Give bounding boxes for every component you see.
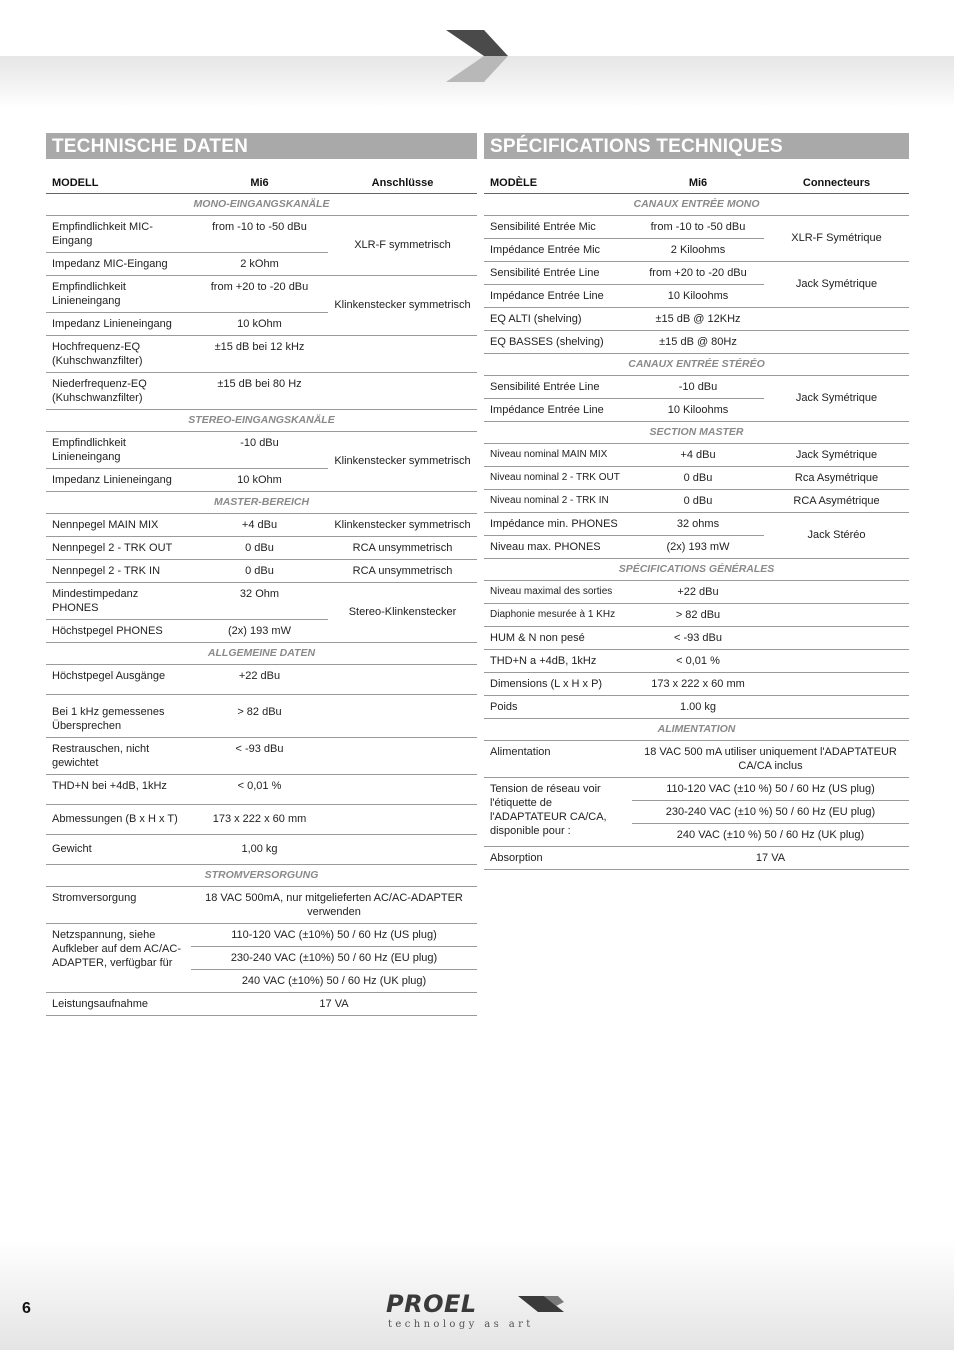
row-value: 110-120 VAC (±10%) 50 / 60 Hz (US plug) (191, 923, 477, 946)
row-value: 173 x 222 x 60 mm (632, 672, 764, 695)
row-label: Hochfrequenz-EQ (Kuhschwanzfilter) (46, 335, 191, 372)
row-value: from -10 to -50 dBu (191, 215, 328, 252)
row-label: Impedanz MIC-Eingang (46, 252, 191, 275)
row-connector: XLR-F symmetrisch (328, 215, 477, 275)
table-row (46, 582, 477, 619)
row-value: < -93 dBu (632, 626, 764, 649)
row-label: Niveau nominal 2 - TRK OUT (484, 466, 632, 489)
row-value: 10 Kiloohms (632, 284, 764, 307)
table-row (484, 740, 909, 777)
table-row (46, 804, 477, 834)
table-row (484, 777, 909, 800)
row-value: +4 dBu (191, 513, 328, 536)
row-label: Nennpegel MAIN MIX (46, 513, 191, 536)
row-connector: RCA unsymmetrisch (328, 559, 477, 582)
row-label: Niveau maximal des sorties (484, 580, 632, 603)
row-label: Sensibilité Entrée Line (484, 261, 632, 284)
table-row (484, 261, 909, 284)
row-value: > 82 dBu (191, 694, 328, 737)
row-label: EQ ALTI (shelving) (484, 307, 632, 330)
table-row (46, 923, 477, 946)
table-row (484, 307, 909, 330)
row-label: Diaphonie mesurée à 1 KHz (484, 603, 632, 626)
row-value: 17 VA (632, 846, 909, 869)
row-label: Höchstpegel PHONES (46, 619, 191, 642)
row-value: < -93 dBu (191, 737, 328, 774)
table-row (484, 215, 909, 238)
row-value: 0 dBu (632, 489, 764, 512)
row-value: 2 kOhm (191, 252, 328, 275)
row-value: 240 VAC (±10%) 50 / 60 Hz (UK plug) (191, 969, 477, 992)
row-value: 1.00 kg (632, 695, 764, 718)
category-heading: MASTER-BEREICH (46, 491, 477, 513)
category-heading: STROMVERSORGUNG (46, 864, 477, 886)
row-label: Alimentation (484, 740, 632, 777)
category-heading: ALLGEMEINE DATEN (46, 642, 477, 664)
table-row (484, 626, 909, 649)
row-label: Abmessungen (B x H x T) (46, 804, 191, 834)
row-label: Empfindlichkeit Linieneingang (46, 275, 191, 312)
row-label: Stromversorgung (46, 886, 191, 923)
row-label: Gewicht (46, 834, 191, 864)
row-value: 230-240 VAC (±10 %) 50 / 60 Hz (EU plug) (632, 800, 909, 823)
row-label: Nennpegel 2 - TRK IN (46, 559, 191, 582)
category-heading: SECTION MASTER (484, 421, 909, 443)
header-connectors: Connecteurs (764, 173, 909, 193)
row-label: Empfindlichkeit Linieneingang (46, 431, 191, 468)
table-row (46, 886, 477, 923)
header-model: MODÈLE (484, 173, 632, 193)
row-label: Mindestimpedanz PHONES (46, 582, 191, 619)
row-value: 0 dBu (191, 536, 328, 559)
table-row (484, 649, 909, 672)
row-label: Impédance min. PHONES (484, 512, 632, 535)
row-connector: RCA unsymmetrisch (328, 536, 477, 559)
table-row (484, 603, 909, 626)
row-value: 32 ohms (632, 512, 764, 535)
row-label: Impédance Entrée Mic (484, 238, 632, 261)
table-row (46, 215, 477, 252)
row-label: Sensibilité Entrée Line (484, 375, 632, 398)
header-connectors: Anschlüsse (328, 173, 477, 193)
table-row (46, 559, 477, 582)
table-row (484, 846, 909, 869)
category-heading: MONO-EINGANGSKANÄLE (46, 193, 477, 215)
row-label: Sensibilité Entrée Mic (484, 215, 632, 238)
row-value: 0 dBu (191, 559, 328, 582)
row-value: 240 VAC (±10 %) 50 / 60 Hz (UK plug) (632, 823, 909, 846)
logo-arrow-icon (518, 1294, 566, 1314)
row-value: 10 kOhm (191, 312, 328, 335)
table-row (46, 513, 477, 536)
row-connector: Jack Stéréo (764, 512, 909, 558)
category-heading: STEREO-EINGANGSKANÄLE (46, 409, 477, 431)
row-connector: Klinkenstecker symmetrisch (328, 431, 477, 491)
table-header (46, 173, 477, 193)
category-heading: ALIMENTATION (484, 718, 909, 740)
section-title: SPÉCIFICATIONS TECHNIQUES (484, 133, 909, 159)
spec-table (46, 173, 477, 1016)
category-heading: SPÉCIFICATIONS GÉNÉRALES (484, 558, 909, 580)
row-label: Impedanz Linieneingang (46, 468, 191, 491)
table-row (484, 330, 909, 353)
row-label: Restrauschen, nicht gewichtet (46, 737, 191, 774)
row-label: Netzspannung, siehe Aufkleber auf dem AC/AC-ADAPTER, verfügbar für (46, 923, 191, 992)
row-value: ±15 dB bei 12 kHz (191, 335, 328, 372)
row-label: Dimensions (L x H x P) (484, 672, 632, 695)
table-row (46, 992, 477, 1015)
row-connector: Rca Asymétrique (764, 466, 909, 489)
table-row (484, 443, 909, 466)
row-value: 18 VAC 500mA, nur mitgelieferten AC/AC-ADAPTER verwenden (191, 886, 477, 923)
row-connector: Klinkenstecker symmetrisch (328, 513, 477, 536)
logo-wordmark: PROEL (386, 1290, 477, 1318)
row-value: 1,00 kg (191, 834, 328, 864)
row-label: Höchstpegel Ausgänge (46, 664, 191, 694)
table-row (46, 275, 477, 312)
category-heading: CANAUX ENTRÉE MONO (484, 193, 909, 215)
row-value: -10 dBu (191, 431, 328, 468)
row-label: Niveau max. PHONES (484, 535, 632, 558)
row-connector: Jack Symétrique (764, 261, 909, 307)
row-value: 17 VA (191, 992, 477, 1015)
header-product: Mi6 (191, 173, 328, 193)
row-connector: XLR-F Symétrique (764, 215, 909, 261)
proel-logo (386, 1290, 572, 1334)
row-value: < 0,01 % (191, 774, 328, 804)
page-number: 6 (22, 1300, 31, 1317)
chevron-arrow-icon (444, 28, 512, 84)
row-value: ±15 dB bei 80 Hz (191, 372, 328, 409)
row-label: Nennpegel 2 - TRK OUT (46, 536, 191, 559)
row-connector: Stereo-Klinkenstecker (328, 582, 477, 642)
row-label: Niveau nominal 2 - TRK IN (484, 489, 632, 512)
row-value: ±15 dB @ 12KHz (632, 307, 764, 330)
row-label: EQ BASSES (shelving) (484, 330, 632, 353)
french-spec-column (484, 133, 909, 870)
row-value: from -10 to -50 dBu (632, 215, 764, 238)
row-value: 18 VAC 500 mA utiliser uniquement l'ADAPTATEUR CA/CA inclus (632, 740, 909, 777)
row-value: 110-120 VAC (±10 %) 50 / 60 Hz (US plug) (632, 777, 909, 800)
table-row (46, 335, 477, 372)
row-label: Niveau nominal MAIN MIX (484, 443, 632, 466)
table-row (46, 431, 477, 468)
spec-table (484, 173, 909, 870)
row-value: > 82 dBu (632, 603, 764, 626)
table-row (484, 375, 909, 398)
row-value: 10 kOhm (191, 468, 328, 491)
table-row (484, 695, 909, 718)
table-row (46, 694, 477, 737)
table-row (484, 466, 909, 489)
row-connector: RCA Asymétrique (764, 489, 909, 512)
row-value: < 0,01 % (632, 649, 764, 672)
row-value: (2x) 193 mW (632, 535, 764, 558)
row-value: 2 Kiloohms (632, 238, 764, 261)
row-value: +22 dBu (191, 664, 328, 694)
row-value: (2x) 193 mW (191, 619, 328, 642)
table-row (46, 737, 477, 774)
row-label: Bei 1 kHz gemessenes Übersprechen (46, 694, 191, 737)
row-value: from +20 to -20 dBu (191, 275, 328, 312)
row-label: Impédance Entrée Line (484, 284, 632, 307)
row-label: Niederfrequenz-EQ (Kuhschwanzfilter) (46, 372, 191, 409)
row-value: from +20 to -20 dBu (632, 261, 764, 284)
section-title: TECHNISCHE DATEN (46, 133, 477, 159)
table-row (46, 834, 477, 864)
row-value: 32 Ohm (191, 582, 328, 619)
table-row (46, 372, 477, 409)
row-label: Leistungsaufnahme (46, 992, 191, 1015)
table-header (484, 173, 909, 193)
row-label: Tension de réseau voir l'étiquette de l'ADAPTATEUR CA/CA, disponible pour : (484, 777, 632, 846)
row-label: Impedanz Linieneingang (46, 312, 191, 335)
row-value: 0 dBu (632, 466, 764, 489)
header-model: MODELL (46, 173, 191, 193)
row-value: ±15 dB @ 80Hz (632, 330, 764, 353)
row-label: Poids (484, 695, 632, 718)
row-label: Impédance Entrée Line (484, 398, 632, 421)
row-label: Absorption (484, 846, 632, 869)
table-row (484, 580, 909, 603)
row-value: 230-240 VAC (±10%) 50 / 60 Hz (EU plug) (191, 946, 477, 969)
table-row (46, 664, 477, 694)
row-label: Empfindlichkeit MIC-Eingang (46, 215, 191, 252)
row-value: -10 dBu (632, 375, 764, 398)
table-row (46, 536, 477, 559)
row-connector: Jack Symétrique (764, 375, 909, 421)
table-row (484, 512, 909, 535)
row-label: HUM & N non pesé (484, 626, 632, 649)
table-row (46, 774, 477, 804)
table-row (484, 489, 909, 512)
row-value: +22 dBu (632, 580, 764, 603)
category-heading: CANAUX ENTRÉE STÉRÉO (484, 353, 909, 375)
row-connector: Klinkenstecker symmetrisch (328, 275, 477, 335)
row-value: 173 x 222 x 60 mm (191, 804, 328, 834)
header-product: Mi6 (632, 173, 764, 193)
row-label: THD+N a +4dB, 1kHz (484, 649, 632, 672)
row-label: THD+N bei +4dB, 1kHz (46, 774, 191, 804)
row-value: 10 Kiloohms (632, 398, 764, 421)
row-connector: Jack Symétrique (764, 443, 909, 466)
row-value: +4 dBu (632, 443, 764, 466)
table-row (484, 672, 909, 695)
german-spec-column (46, 133, 477, 1016)
logo-tagline: technology as art (388, 1319, 534, 1330)
